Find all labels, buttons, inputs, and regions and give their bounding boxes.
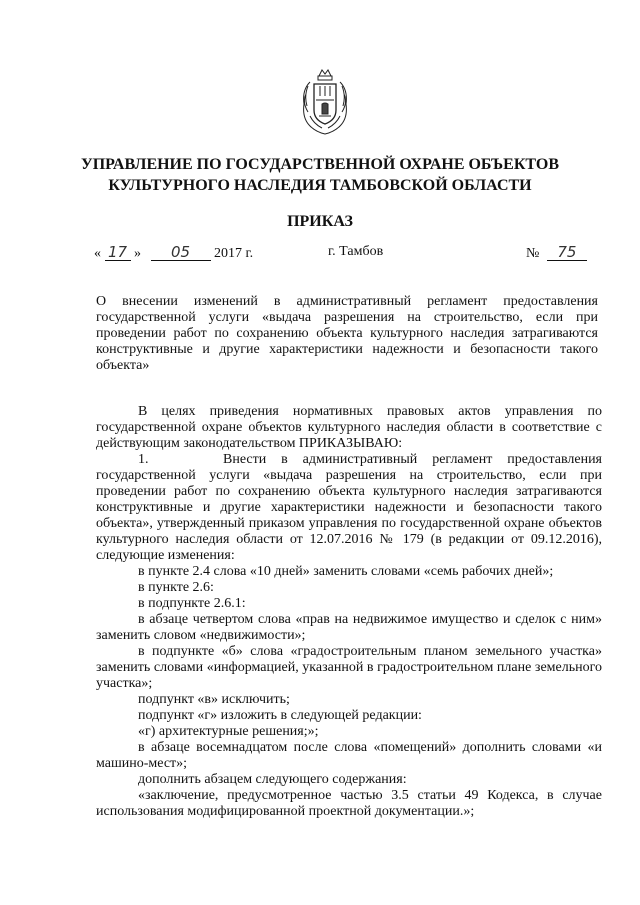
date-year: 2017 г.: [214, 246, 254, 261]
city: г. Тамбов: [328, 244, 384, 259]
amendment-paragraph: подпункт «в» исключить;: [138, 692, 290, 707]
amendment-paragraph: в подпункте «б» слова «градостроительным планом земельного участка» заменить словами «информацией, указанной в градостроительном плане земельного участка»;: [96, 644, 602, 691]
amendment-paragraph: в абзаце четвертом слова «прав на недвижимое имущество и сделок с ним» заменить словом «недвижимости»;: [96, 612, 602, 643]
order-number: 75: [547, 244, 587, 261]
date-day: 17: [105, 244, 131, 261]
date-month: 05: [151, 244, 211, 261]
open-quote: «: [94, 246, 101, 261]
amendment-paragraph: в пункте 2.4 слова «10 дней» заменить словами «семь рабочих дней»;: [138, 564, 554, 579]
preamble-paragraph: В целях приведения нормативных правовых актов управления по государственной охране объектов культурного наследия области в соответствие с действующим законодательством ПРИКАЗЫВАЮ:: [96, 404, 602, 451]
document-type-title: ПРИКАЗ: [287, 213, 353, 230]
tambov-coat-of-arms-emblem: [298, 66, 352, 138]
amendment-paragraph: в подпункте 2.6.1:: [138, 596, 246, 611]
amendment-paragraph: дополнить абзацем следующего содержания:: [138, 772, 407, 787]
number-label: №: [526, 246, 540, 261]
amendment-paragraph: в абзаце восемнадцатом после слова «помещений» дополнить словами «и машино-мест»;: [96, 740, 602, 771]
amendment-paragraph: в пункте 2.6:: [138, 580, 214, 595]
item-1-paragraph: 1. Внести в административный регламент предоставления государственной услуги «выдача разрешения на строительство, если при проведении работ по сохранению объекта культурного наследия затрагиваются конструктивные и другие характеристики надежности и безопасности такого объекта», утвержденный приказом управления по государственной охране объектов культурного наследия области от 12.07.2016 № 179 (в редакции от 09.12.2016), следующие изменения:: [96, 452, 602, 563]
agency-name-line-1: УПРАВЛЕНИЕ ПО ГОСУДАРСТВЕННОЙ ОХРАНЕ ОБЪЕКТОВ: [80, 156, 559, 173]
amendment-paragraph: «г) архитектурные решения;»;: [138, 724, 319, 739]
date-number-line: [94, 244, 586, 266]
order-title: О внесении изменений в административный регламент предоставления государственной услуги «выдача разрешения на строительство, если при проведении работ по сохранению объекта культурного наследия затрагиваются конструктивные и другие характеристики надежности и безопасности такого объекта»: [96, 294, 598, 373]
order-number-field: [526, 244, 587, 262]
close-quote: »: [134, 246, 141, 261]
order-body: [96, 404, 602, 820]
agency-name-line-2: КУЛЬТУРНОГО НАСЛЕДИЯ ТАМБОВСКОЙ ОБЛАСТИ: [108, 177, 532, 194]
date-field: [94, 244, 253, 262]
amendment-paragraph: подпункт «г» изложить в следующей редакции:: [138, 708, 422, 723]
amendment-paragraph: «заключение, предусмотренное частью 3.5 статьи 49 Кодекса, в случае использования модифицированной проектной документации.»;: [96, 788, 602, 819]
